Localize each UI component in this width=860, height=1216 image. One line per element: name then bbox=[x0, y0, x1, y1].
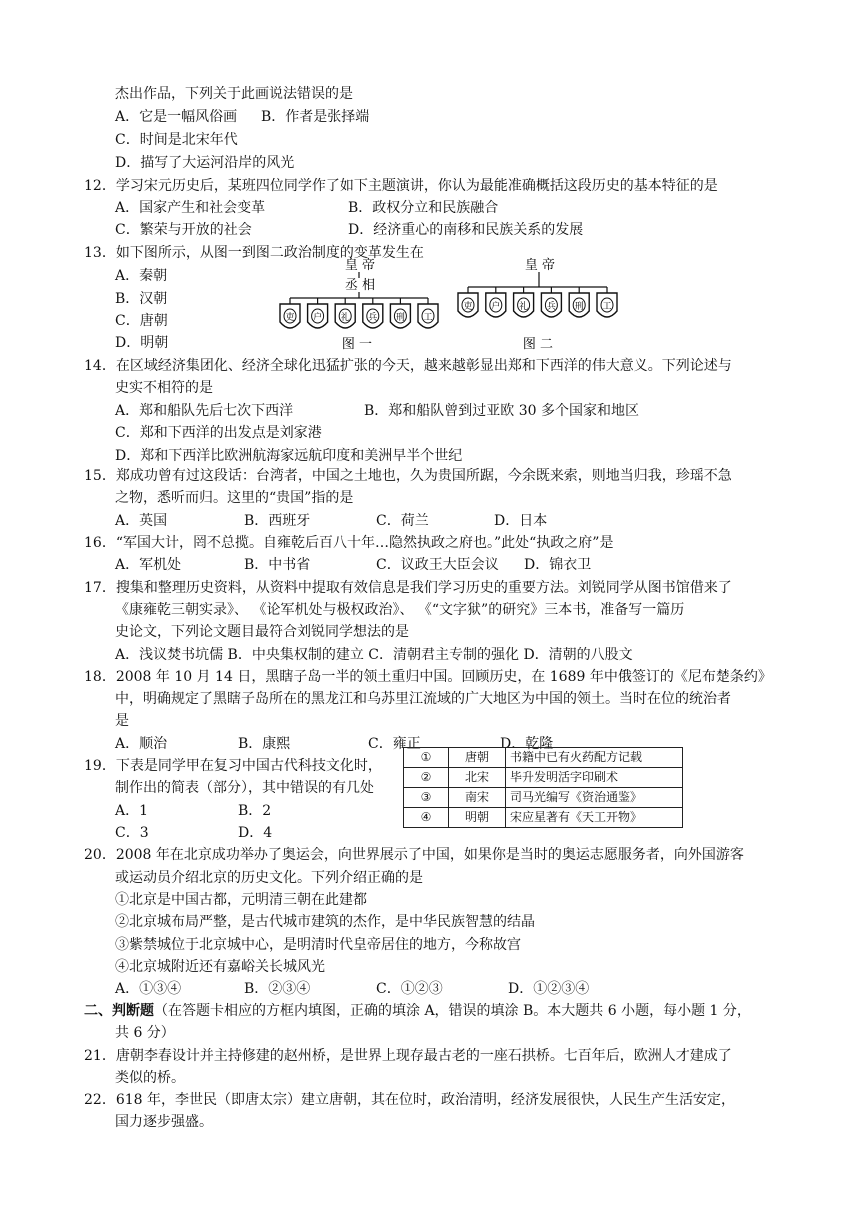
table-row bbox=[404, 768, 683, 788]
q20-statement-4: ④北京城附近还有嘉峪关长城风光 bbox=[115, 959, 325, 975]
q13-option-b: B．汉朝 bbox=[115, 291, 168, 307]
ministry-label: 兵 bbox=[546, 302, 556, 312]
q16-option-d: D．锦衣卫 bbox=[524, 557, 592, 573]
q18-option-b: B．康熙 bbox=[238, 736, 291, 752]
q11-option-b: B．作者是张择端 bbox=[261, 109, 370, 125]
fig1-emperor-label: 皇 帝 bbox=[344, 258, 376, 273]
q15-stem-line1: 15．郑成功曾有过这段话：台湾者，中国之土地也，久为贵国所踞，今余既来索，则地当归我，珍瑶不急 bbox=[84, 468, 732, 484]
ministry-label: 兵 bbox=[368, 313, 378, 323]
ministry-label: 礼 bbox=[519, 302, 529, 312]
q12-option-a: A．国家产生和社会变革 bbox=[115, 200, 266, 216]
row-content: 司马光编写《资治通鉴》 bbox=[506, 788, 683, 808]
q20-statement-2: ②北京城布局严整，是古代城市建筑的杰作，是中华民族智慧的结晶 bbox=[115, 914, 535, 930]
q15-option-b: B．西班牙 bbox=[244, 513, 311, 529]
q15-option-c: C．荷兰 bbox=[376, 513, 429, 529]
q16-option-b: B．中书省 bbox=[244, 557, 311, 573]
q17-options: A．浅议焚书坑儒 B．中央集权制的建立 C．清朝君主专制的强化 D．清朝的八股文 bbox=[115, 647, 633, 663]
fig2-caption: 图 二 bbox=[522, 337, 554, 350]
table-row bbox=[404, 788, 683, 808]
q19-option-b: B．2 bbox=[238, 803, 272, 819]
q16-option-c: C．议政王大臣会议 bbox=[376, 557, 499, 573]
q12-option-c: C．繁荣与开放的社会 bbox=[115, 222, 252, 238]
q16-stem: 16．“军国大计，罔不总揽。自雍乾后百八十年…隐然执政之府也。”此处“执政之府”是 bbox=[84, 535, 614, 551]
q18-stem-line1: 18．2008 年 10 月 14 日，黑瞎子岛一半的领土重归中国。回顾历史，在 1689 年中俄签订的《尼布楚条约》 bbox=[84, 669, 772, 685]
q21-stem-line1: 21．唐朝李春设计并主持修建的赵州桥，是世界上现存最古老的一座石拱桥。七百年后，欧洲人才建成了 bbox=[84, 1048, 732, 1064]
q20-statement-1: ①北京是中国古都，元明清三朝在此建都 bbox=[115, 892, 367, 908]
q14-option-d: D．郑和下西洋比欧洲航海家远航印度和美洲早半个世纪 bbox=[115, 448, 463, 464]
ministry-label: 礼 bbox=[340, 313, 350, 323]
q18-stem-line2: 中，明确规定了黑瞎子岛所在的黑龙江和乌苏里江流域的广大地区为中国的领土。当时在位的统治者 bbox=[115, 691, 731, 707]
q18-stem-line3: 是 bbox=[115, 713, 129, 729]
q20-option-a: A．①③④ bbox=[115, 981, 182, 997]
ministry-label: 工 bbox=[602, 302, 612, 312]
q19-option-c: C．3 bbox=[115, 825, 149, 841]
q18-option-d: D．乾隆 bbox=[500, 736, 554, 752]
q17-stem-line2: 《康雍乾三朝实录》、 《论军机处与极权政治》、 《“文字狱”的研究》三本书，准备写一篇历 bbox=[115, 602, 685, 618]
q13-option-a: A．秦朝 bbox=[115, 268, 168, 284]
q20-stem-line2: 或运动员介绍北京的历史文化。下列介绍正确的是 bbox=[115, 870, 423, 886]
q18-option-c: C．雍正 bbox=[368, 736, 421, 752]
q12-option-b: B．政权分立和民族融合 bbox=[348, 200, 499, 216]
q11-stem: 杰出作品，下列关于此画说法错误的是 bbox=[115, 86, 353, 102]
q20-option-c: C．①②③ bbox=[376, 981, 443, 997]
section2-heading bbox=[84, 1001, 751, 1021]
q21-stem-line2: 类似的桥。 bbox=[115, 1070, 185, 1086]
q20-option-b: B．②③④ bbox=[244, 981, 311, 997]
q22-stem-line1: 22．618 年，李世民（即唐太宗）建立唐朝，其在位时，政治清明，经济发展很快，人民生产生活安定， bbox=[84, 1092, 735, 1108]
q11-option-c: C．时间是北宋年代 bbox=[115, 132, 238, 148]
q18-option-a: A．顺治 bbox=[115, 736, 168, 752]
table-row bbox=[404, 748, 683, 768]
q19-tech-table bbox=[403, 747, 683, 828]
ministry-label: 吏 bbox=[285, 313, 295, 323]
q19-option-a: A．1 bbox=[115, 803, 149, 819]
figure-one bbox=[280, 257, 438, 350]
q17-stem-line1: 17．搜集和整理历史资料，从资料中提取有效信息是我们学习历史的重要方法。刘锐同学从图书馆借来了 bbox=[84, 580, 732, 596]
ministry-label: 刑 bbox=[395, 313, 405, 323]
q15-option-a: A．英国 bbox=[115, 513, 168, 529]
fig2-emperor-label: 皇 帝 bbox=[524, 258, 556, 273]
row-dynasty: 北宋 bbox=[449, 768, 506, 788]
row-number: ① bbox=[404, 748, 449, 768]
q14-stem-line2: 史实不相符的是 bbox=[115, 380, 213, 396]
q11-option-a: A．它是一幅风俗画 bbox=[115, 109, 238, 125]
q12-option-d: D．经济重心的南移和民族关系的发展 bbox=[348, 222, 584, 238]
q15-option-d: D．日本 bbox=[494, 513, 548, 529]
q14-option-b: B．郑和船队曾到过亚欧 30 多个国家和地区 bbox=[364, 403, 640, 419]
q13-figure bbox=[275, 254, 625, 350]
section2-title: 二、判断题 bbox=[84, 1003, 154, 1019]
row-dynasty: 明朝 bbox=[449, 808, 506, 828]
row-content: 宋应星著有《天工开物》 bbox=[506, 808, 683, 828]
row-number: ③ bbox=[404, 788, 449, 808]
q22-stem-line2: 国力逐步强盛。 bbox=[115, 1114, 213, 1130]
figure-two bbox=[458, 257, 617, 350]
q19-stem-line2: 制作出的简表（部分），其中错误的有几处 bbox=[115, 780, 374, 796]
q12-stem: 12．学习宋元历史后，某班四位同学作了如下主题演讲，你认为最能准确概括这段历史的基本特征的是 bbox=[84, 178, 718, 194]
ministry-label: 吏 bbox=[463, 302, 473, 312]
q14-stem-line1: 14．在区域经济集团化、经济全球化迅猛扩张的今天，越来越彰显出郑和下西洋的伟大意义。下列论述与 bbox=[84, 358, 732, 374]
q20-statement-3: ③紫禁城位于北京城中心，是明清时代皇帝居住的地方，今称故宫 bbox=[115, 937, 521, 953]
section2-instructions: （在答题卡相应的方框内填图，正确的填涂 A，错误的填涂 B。本大题共 6 小题，每小题 1 分， bbox=[154, 1003, 751, 1019]
ministry-label: 刑 bbox=[574, 302, 584, 312]
q14-option-a: A．郑和船队先后七次下西洋 bbox=[115, 403, 294, 419]
row-number: ④ bbox=[404, 808, 449, 828]
q19-option-d: D．4 bbox=[238, 825, 273, 841]
q20-option-d: D．①②③④ bbox=[508, 981, 590, 997]
row-number: ② bbox=[404, 768, 449, 788]
q16-option-a: A．军机处 bbox=[115, 557, 182, 573]
q13-option-c: C．唐朝 bbox=[115, 313, 168, 329]
row-content: 毕升发明活字印刷术 bbox=[506, 768, 683, 788]
q20-stem-line1: 20．2008 年在北京成功举办了奥运会，向世界展示了中国，如果你是当时的奥运志愿服务者，向外国游客 bbox=[84, 847, 744, 863]
row-dynasty: 南宋 bbox=[449, 788, 506, 808]
ministry-label: 户 bbox=[313, 313, 323, 323]
section2-instructions-line2: 共 6 分） bbox=[115, 1025, 175, 1041]
q15-stem-line2: 之物，悉听而归。这里的“贵国”指的是 bbox=[115, 490, 354, 506]
fig1-caption: 图 一 bbox=[341, 337, 373, 350]
ministry-label: 户 bbox=[491, 302, 501, 312]
q14-option-c: C．郑和下西洋的出发点是刘家港 bbox=[115, 425, 322, 441]
ministry-label: 工 bbox=[423, 313, 433, 323]
q13-option-d: D．明朝 bbox=[115, 335, 169, 351]
table-row bbox=[404, 808, 683, 828]
q13-stem: 13．如下图所示，从图一到图二政治制度的变革发生在 bbox=[84, 245, 424, 261]
q19-stem-line1: 19．下表是同学甲在复习中国古代科技文化时， bbox=[84, 758, 382, 774]
fig1-chancellor-label: 丞 相 bbox=[344, 278, 376, 293]
row-dynasty: 唐朝 bbox=[449, 748, 506, 768]
q17-stem-line3: 史论文，下列论文题目最符合刘锐同学想法的是 bbox=[115, 624, 409, 640]
row-content: 书籍中已有火药配方记载 bbox=[506, 748, 683, 768]
q11-option-d: D．描写了大运河沿岸的风光 bbox=[115, 155, 295, 171]
